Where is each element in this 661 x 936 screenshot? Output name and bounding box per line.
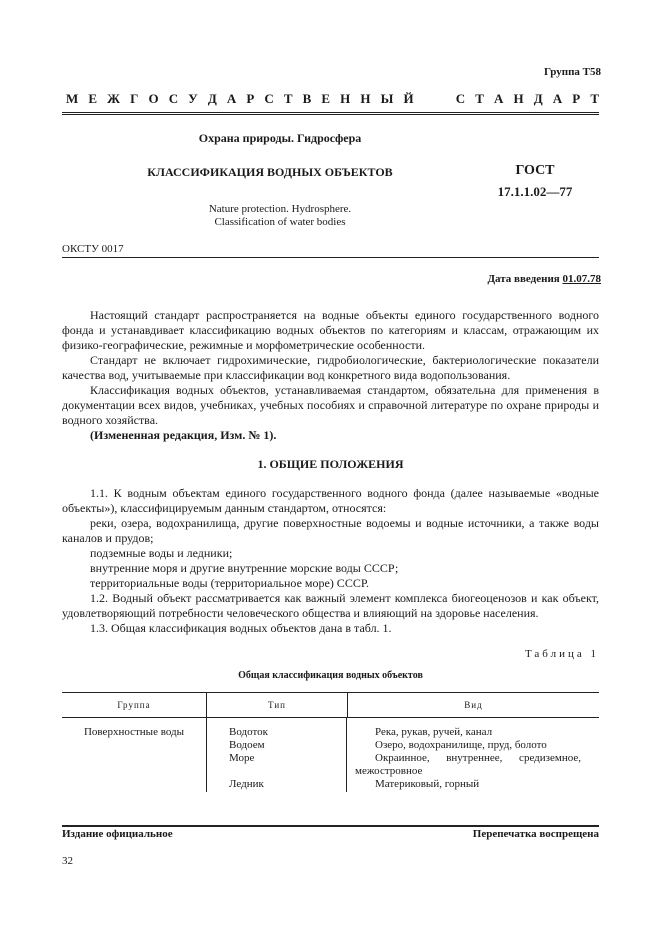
group-label: Группа Т58 bbox=[543, 66, 601, 78]
banner-letter: Н bbox=[340, 91, 351, 106]
header-rule-bottom bbox=[62, 114, 599, 115]
banner-letter: Й bbox=[403, 91, 414, 106]
section-paragraph: подземные воды и ледники; bbox=[90, 546, 233, 560]
intro-paragraph: Настоящий стандарт распространяется на водные объекты единого государственного водного фонда и устанавдивает классификацию водных объектов по категориям и классам, отражающим их физико-географические, режимные и морфометрические особенности. bbox=[62, 308, 599, 352]
banner-letter: Н bbox=[360, 91, 371, 106]
subtitle-ru: Охрана природы. Гидросфера bbox=[198, 131, 362, 145]
gost-number: 17.1.1.02—77 bbox=[497, 184, 573, 199]
section-1-title: 1. ОБЩИЕ ПОЛОЖЕНИЯ bbox=[257, 457, 404, 471]
banner-letter: А bbox=[226, 91, 237, 106]
section-paragraph: реки, озера, водохранилища, другие поверхностные водоемы и водные источники, а также воды каналов и прудов; bbox=[62, 516, 599, 545]
banner-letter: А bbox=[552, 91, 563, 106]
oksty-rule bbox=[62, 257, 599, 258]
table-row bbox=[62, 718, 599, 792]
banner-letter: О bbox=[148, 91, 159, 106]
banner-letter: Т bbox=[475, 91, 484, 106]
table-header-row bbox=[62, 692, 599, 718]
document-title-ru: КЛАССИФИКАЦИЯ ВОДНЫХ ОБЪЕКТОВ bbox=[147, 165, 393, 179]
official-edition: Издание официальное bbox=[62, 828, 173, 840]
section-paragraph: внутренние моря и другие внутренние морские воды СССР; bbox=[90, 561, 399, 575]
banner-letter: Р bbox=[572, 91, 581, 106]
table-caption: Общая классификация водных объектов bbox=[238, 670, 423, 681]
section-paragraph: 1.2. Водный объект рассматривается как важный элемент комплекса биогеоценозов и как объект, удовлетворяющий потребности человеческого общества и влияющий на здоровье населения. bbox=[62, 591, 599, 620]
kind-item: Окраинное, внутреннее, средиземное, межостровное bbox=[355, 752, 581, 777]
banner-letter: Р bbox=[246, 91, 255, 106]
section-paragraph: территориальные воды (территориальное море) СССР. bbox=[90, 576, 369, 590]
footer-rule bbox=[62, 825, 599, 827]
banner-letter: Д bbox=[533, 91, 543, 106]
banner-gap bbox=[424, 91, 446, 107]
table-label: Таблица 1 bbox=[524, 648, 599, 660]
classification-table bbox=[62, 692, 599, 792]
kind-item: Река, рукав, ручей, канал bbox=[375, 726, 493, 738]
type-item: Водоем bbox=[229, 739, 265, 751]
banner-letter: Е bbox=[88, 91, 98, 106]
intro-paragraph: Классификация водных объектов, устанавливаемая стандартом, обязательна для применения в документации всех видов, учебниках, учебных пособиях и справочной литературе по охране природы и водного хозяйства. bbox=[62, 383, 599, 427]
type-item: Ледник bbox=[229, 778, 264, 790]
date-value: 01.07.78 bbox=[562, 273, 601, 285]
section-1-text bbox=[62, 486, 599, 636]
banner-letter: В bbox=[302, 91, 312, 106]
banner-letter: Т bbox=[283, 91, 293, 106]
header-rule-top bbox=[62, 112, 599, 113]
document-title-en bbox=[150, 203, 410, 229]
banner-letter: А bbox=[494, 91, 504, 106]
section-paragraph: 1.1. К водным объектам единого государственного водного фонда (далее называемые «водные объекты»), классифицируемым данным стандартом, относятся: bbox=[62, 486, 599, 515]
type-item: Море bbox=[229, 752, 255, 764]
interstate-standard-banner bbox=[66, 91, 599, 107]
banner-letter: Ж bbox=[107, 91, 120, 106]
kind-item: Озеро, водохранилище, пруд, болото bbox=[375, 739, 547, 751]
banner-letter: Н bbox=[513, 91, 524, 106]
banner-letter: Т bbox=[590, 91, 599, 106]
header-type: Тип bbox=[206, 693, 347, 717]
banner-letter: Е bbox=[321, 91, 331, 106]
banner-letter: Д bbox=[207, 91, 217, 106]
banner-letter: М bbox=[66, 91, 79, 106]
cell-group: Поверхностные воды bbox=[83, 726, 184, 738]
banner-letter: С bbox=[264, 91, 274, 106]
banner-letter: С bbox=[455, 91, 466, 106]
type-item: Водоток bbox=[229, 726, 268, 738]
header-group: Группа bbox=[117, 700, 151, 710]
banner-letter: Г bbox=[130, 91, 139, 106]
gost-label: ГОСТ bbox=[515, 163, 555, 178]
effective-date bbox=[487, 273, 601, 285]
date-label: Дата введения bbox=[487, 273, 560, 285]
banner-letter: Ы bbox=[380, 91, 394, 106]
section-paragraph: 1.3. Общая классификация водных объектов дана в табл. 1. bbox=[90, 621, 392, 635]
kind-item: Материковый, горный bbox=[375, 778, 480, 790]
cell-types bbox=[206, 718, 346, 792]
intro-paragraph: Стандарт не включает гидрохимические, гидробиологические, бактериологические показатели качества вод, учитываемые при классификации вод конкретного вида водопользования. bbox=[62, 353, 599, 382]
title-en-line2: Classification of water bodies bbox=[214, 216, 346, 228]
banner-letter: У bbox=[188, 91, 198, 106]
cell-kinds bbox=[346, 718, 599, 792]
page-number: 32 bbox=[62, 855, 73, 867]
banner-letter: С bbox=[168, 91, 179, 106]
reprint-prohibited: Перепечатка воспрещена bbox=[472, 828, 599, 840]
oksty-code: ОКСТУ 0017 bbox=[62, 243, 124, 255]
title-en-line1: Nature protection. Hydrosphere. bbox=[208, 203, 352, 215]
intro-text bbox=[62, 308, 599, 443]
amendment-note: (Измененная редакция, Изм. № 1). bbox=[90, 428, 277, 442]
header-kind: Вид bbox=[347, 693, 599, 717]
